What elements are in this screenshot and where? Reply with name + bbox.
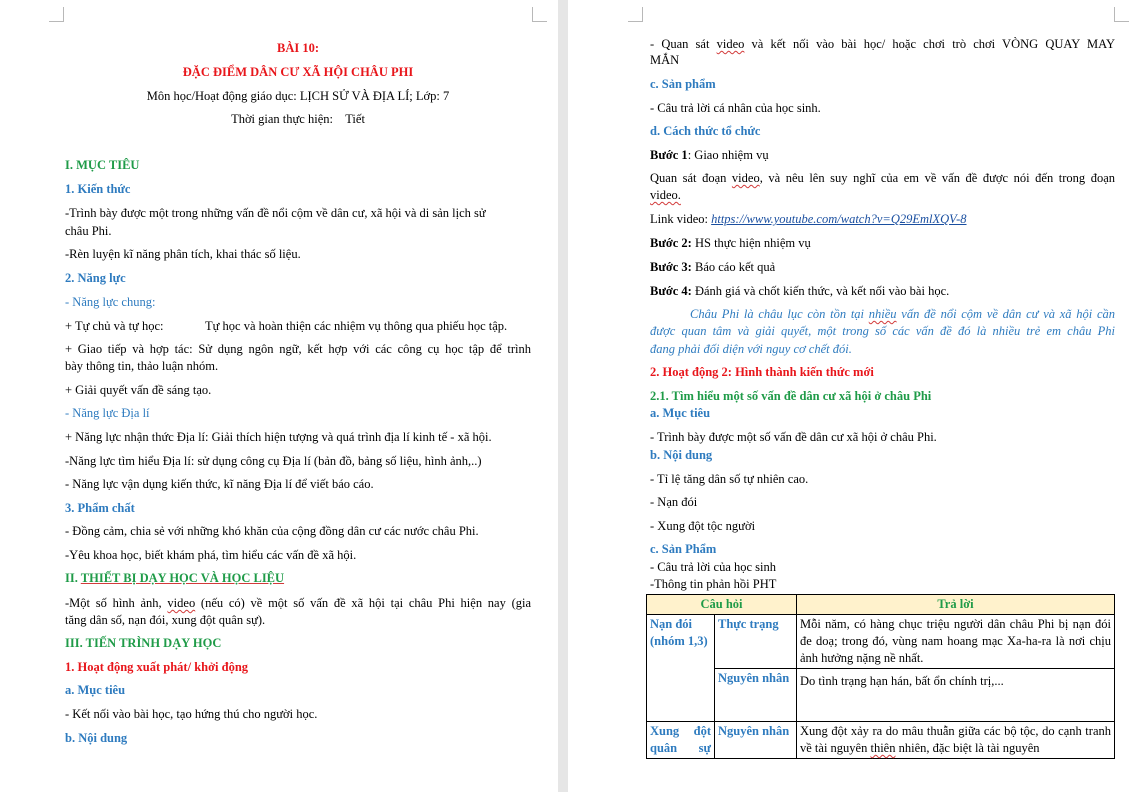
link-line: Link video: https://www.youtube.com/watch?v=Q29EmlXQV-8: [650, 212, 967, 226]
table-row: [647, 669, 1115, 722]
table-row: [647, 722, 1115, 759]
paragraph-line: bày thông tin, thảo luận nhóm.: [65, 359, 219, 373]
paragraph-line: - Tỉ lệ tăng dân số tự nhiên cao.: [650, 472, 809, 486]
paragraph-line: - Năng lực vận dụng kiến thức, kĩ năng Địa lí để viết báo cáo.: [65, 477, 374, 491]
subsection-heading: c. Sản phẩm: [650, 77, 716, 91]
subsection-heading: a. Mục tiêu: [650, 406, 711, 420]
crop-mark: [628, 7, 643, 22]
row-topic: Nạn đói (nhóm 1,3): [647, 615, 715, 722]
paragraph-line: video.: [650, 188, 681, 202]
paragraph-line: + Tự chủ và tự học:: [65, 319, 164, 333]
quote-line: đang phải đối diện với nguy cơ chết đói.: [650, 342, 852, 356]
feedback-table: [646, 594, 1115, 759]
step-line: Bước 2: HS thực hiện nhiệm vụ: [650, 236, 811, 250]
paragraph-line: -Thông tin phản hồi PHT: [650, 577, 777, 591]
step-line: Bước 1: Giao nhiệm vụ: [650, 148, 769, 162]
paragraph-line: -Một số hình ảnh, video (nếu có) về một số vấn đề xã hội tại châu Phi hiện nay (gia: [65, 596, 531, 610]
step-line: Bước 3: Báo cáo kết quả: [650, 260, 776, 274]
paragraph-line: - Nạn đói: [650, 495, 698, 509]
subject-line: Môn học/Hoạt động giáo dục: LỊCH SỬ VÀ ĐỊA LÍ; Lớp: 7: [146, 89, 450, 103]
quote-line: Châu Phi là châu lục còn tồn tại nhiều vấn đề nổi cộm về dân cư và xã hội cần: [690, 307, 1115, 321]
table-row: [647, 615, 1115, 669]
activity-heading: 1. Hoạt động xuất phát/ khởi động: [65, 660, 249, 674]
subsection-heading: 3. Phẩm chất: [65, 501, 135, 515]
paragraph-line: Tự học và hoàn thiện các nhiệm vụ thông qua phiếu học tập.: [205, 319, 508, 333]
subsection-heading: c. Sản Phẩm: [650, 542, 717, 556]
header-answer: Trả lời: [797, 595, 1115, 615]
crop-mark: [532, 7, 547, 22]
table-header-row: [647, 595, 1115, 615]
section-heading: I. MỤC TIÊU: [65, 158, 140, 172]
crop-mark: [1114, 7, 1129, 22]
paragraph-line: -Rèn luyện kĩ năng phân tích, khai thác số liệu.: [65, 247, 301, 261]
paragraph-line: - Đồng cảm, chia sẻ với những khó khăn của cộng đồng dân cư các nước châu Phi.: [65, 524, 479, 538]
subsection-label: - Năng lực chung:: [65, 295, 156, 309]
row-topic: Xung đột quân sự: [647, 722, 715, 759]
paragraph-line: MẮN: [650, 53, 680, 67]
subsection-heading: b. Nội dung: [650, 448, 713, 462]
paragraph-line: tăng dân số, nạn đói, xung đột quân sự).: [65, 613, 266, 627]
lesson-title: ĐẶC ĐIỂM DÂN CƯ XÃ HỘI CHÂU PHI: [182, 65, 414, 79]
subsection-heading: 2.1. Tìm hiểu một số vấn đề dân cư xã hội ở châu Phi: [650, 389, 932, 403]
lesson-number: BÀI 10:: [276, 41, 320, 55]
paragraph-line: -Năng lực tìm hiểu Địa lí: sử dụng công cụ Địa lí (bản đồ, bảng số liệu, hình ảnh,..): [65, 454, 482, 468]
subsection-label: - Năng lực Địa lí: [65, 406, 150, 420]
section-heading: III. TIẾN TRÌNH DẠY HỌC: [65, 636, 222, 650]
paragraph-line: + Năng lực nhận thức Địa lí: Giải thích hiện tượng và quá trình địa lí kinh tế - xã hội.: [65, 430, 492, 444]
paragraph-line: - Xung đột tộc người: [650, 519, 756, 533]
paragraph-line: + Giải quyết vấn đề sáng tạo.: [65, 383, 212, 397]
paragraph-line: -Trình bày được một trong những vấn đề nổi cộm về dân cư, xã hội và di sản lịch sử: [65, 206, 486, 220]
quote-line: được quan tâm và giải quyết, một trong số các vấn đề đó là nhiều trẻ em châu Phi: [650, 324, 1115, 338]
time-line: Thời gian thực hiện: Tiết: [231, 112, 365, 126]
crop-mark: [49, 7, 64, 22]
subsection-heading: 2. Năng lực: [65, 271, 126, 285]
paragraph-line: Quan sát đoạn video, và nêu lên suy nghĩ của em về vấn đề được nói đến trong đoạn: [650, 171, 1115, 185]
activity-heading: 2. Hoạt động 2: Hình thành kiến thức mới: [650, 365, 874, 379]
paragraph-line: + Giao tiếp và hợp tác: Sử dụng ngôn ngữ, kết hợp với các công cụ học tập để trình: [65, 342, 531, 356]
row-subtopic: Nguyên nhân: [715, 669, 797, 722]
paragraph-line: -Yêu khoa học, biết khám phá, tìm hiểu các vấn đề xã hội.: [65, 548, 357, 562]
subsection-heading: a. Mục tiêu: [65, 683, 126, 697]
header-question: Câu hỏi: [647, 595, 797, 615]
step-line: Bước 4: Đánh giá và chốt kiến thức, và kết nối vào bài học.: [650, 284, 950, 298]
row-subtopic: Nguyên nhân: [715, 722, 797, 759]
paragraph-line: - Câu trả lời cá nhân của học sinh.: [650, 101, 821, 115]
paragraph-line: - Quan sát video và kết nối vào bài học/ hoặc chơi trò chơi VÒNG QUAY MAY: [650, 37, 1115, 51]
subsection-heading: d. Cách thức tổ chức: [650, 124, 761, 138]
paragraph-line: - Câu trả lời của học sinh: [650, 560, 777, 574]
document-page-left: [0, 0, 558, 792]
subsection-heading: b. Nội dung: [65, 731, 128, 745]
subsection-heading: 1. Kiến thức: [65, 182, 131, 196]
video-link[interactable]: https://www.youtube.com/watch?v=Q29EmlXQV-8: [711, 212, 967, 226]
paragraph-line: - Kết nối vào bài học, tạo hứng thú cho người học.: [65, 707, 318, 721]
row-answer: Do tình trạng hạn hán, bất ổn chính trị,...: [797, 669, 1115, 722]
paragraph-line: châu Phi.: [65, 224, 112, 238]
paragraph-line: - Trình bày được một số vấn đề dân cư xã hội ở châu Phi.: [650, 430, 937, 444]
row-subtopic: Thực trạng: [715, 615, 797, 669]
row-answer: Xung đột xảy ra do mâu thuẫn giữa các bộ tộc, do cạnh tranh về tài nguyên thiên nhiên, đặc biệt là tài nguyên: [797, 722, 1115, 759]
section-heading: II. THIẾT BỊ DẠY HỌC VÀ HỌC LIỆU: [65, 571, 285, 585]
row-answer: Mỗi năm, có hàng chục triệu người dân châu Phi bị nạn đói đe doạ; trong đó, vùng nam hoang mạc Xa-ha-ra là nơi chịu ảnh hưởng nặng nề nhất.: [797, 615, 1115, 669]
